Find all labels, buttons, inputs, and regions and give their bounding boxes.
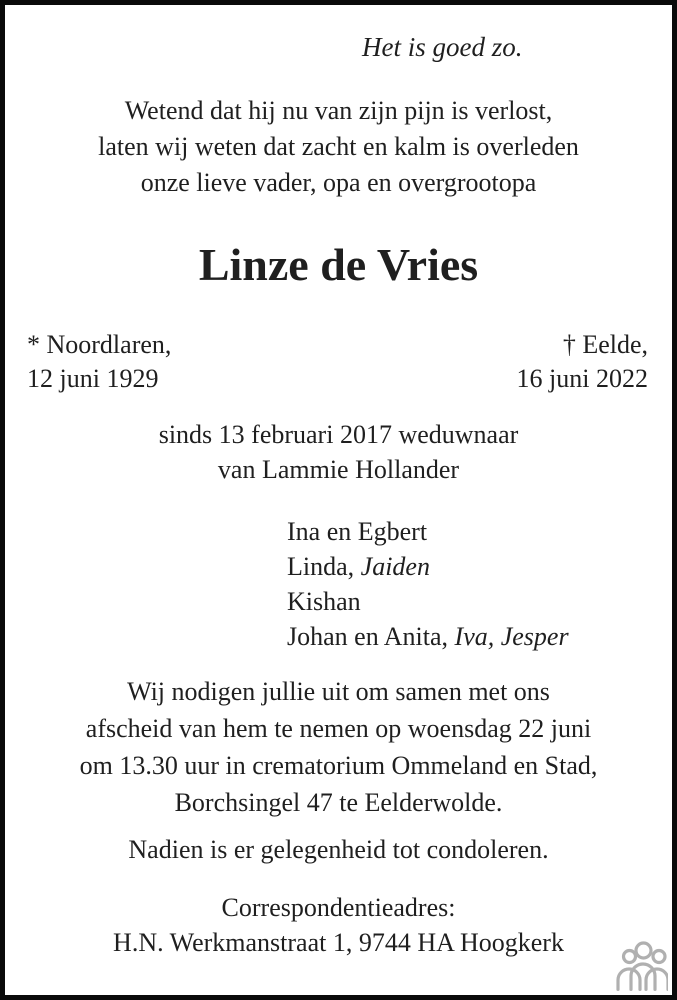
birth-place-date [27,328,171,396]
death-place: † Eelde, [562,330,648,359]
family-people-icon [616,941,668,991]
invitation-line: om 13.30 uur in crematorium Ommeland en Stad, [79,751,598,780]
invitation-line: Wij nodigen jullie uit om samen met ons [127,677,550,706]
widower-note-line: van Lammie Hollander [217,455,460,484]
family-name-line: Kishan [287,587,361,616]
motto: Het is goed zo. [362,32,523,62]
widower-note [5,417,672,487]
invitation-line: afscheid van hem te nemen op woensdag 22 juni [85,714,592,743]
invitation-line: Borchsingel 47 te Eelderwolde. [174,788,503,817]
opening-verse [5,93,672,201]
birth-date: 12 juni 1929 [27,364,159,393]
family-name-line: Johan en Anita, Iva, Jesper [287,622,569,651]
birth-place: * Noordlaren, [27,330,172,359]
family-names-list [287,514,569,654]
death-place-date [517,328,648,396]
opening-verse-line: onze lieve vader, opa en overgrootopa [140,168,537,197]
opening-verse-line: laten wij weten dat zacht en kalm is overleden [98,132,579,161]
correspondence-address [5,890,672,960]
condolence-note: Nadien is er gelegenheid tot condoleren. [128,835,549,864]
correspondence-label: Correspondentieadres: [221,893,456,922]
opening-verse-line: Wetend dat hij nu van zijn pijn is verlost, [124,96,553,125]
deceased-name: Linze de Vries [198,239,479,290]
death-date: 16 juni 2022 [516,364,648,393]
correspondence-street: H.N. Werkmanstraat 1, 9744 HA Hoogkerk [113,928,564,957]
invitation-text [5,673,672,821]
family-name-line: Linda, Jaiden [287,552,430,581]
family-name-line: Ina en Egbert [287,517,428,546]
widower-note-line: sinds 13 februari 2017 weduwnaar [158,420,519,449]
